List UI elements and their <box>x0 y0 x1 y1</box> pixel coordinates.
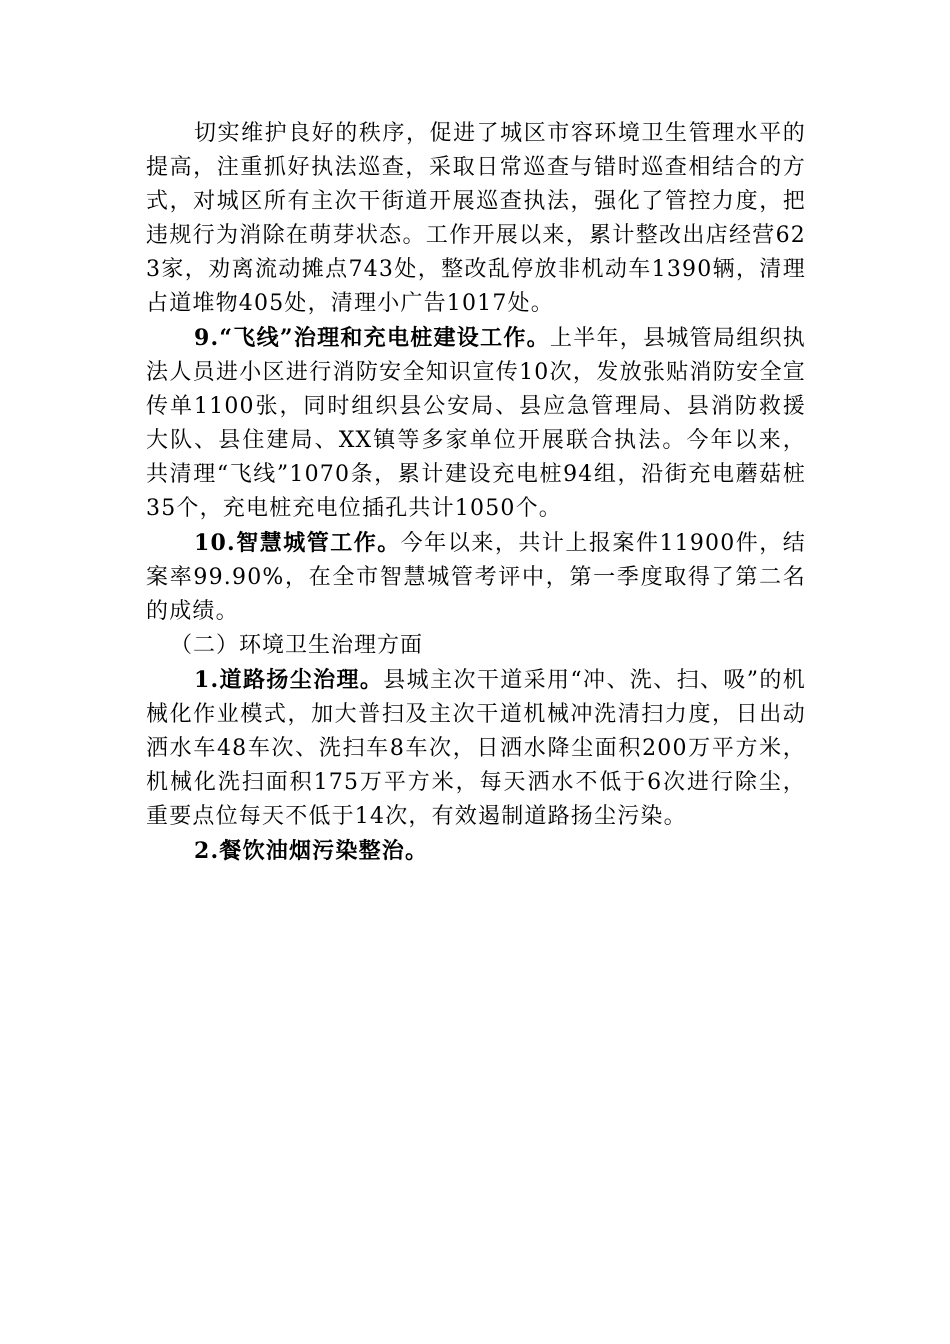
document-body <box>146 116 806 869</box>
paragraph-heading: 1.道路扬尘治理。 <box>194 667 384 693</box>
paragraph-text: 今年以来，共计上报案件11900件，结案率99.90%，在全市智慧城管考评中，第一季度取得了第二名的成绩。 <box>146 531 806 624</box>
paragraph-order-maintenance <box>146 116 806 321</box>
paragraph-flying-wire-charging <box>146 321 806 526</box>
paragraph-smart-city-management <box>146 526 806 629</box>
paragraph-text: 县城主次干道采用“冲、洗、扫、吸”的机械化作业模式，加大普扫及主次干道机械冲洗清扫力度，日出动洒水车48车次、洗扫车8车次，日洒水降尘面积200万平方米，机械化洗扫面积175万平方米，每天洒水不低于6次进行除尘，重要点位每天不低于14次，有效遏制道路扬尘污染。 <box>146 668 806 829</box>
paragraph-heading: 2.餐饮油烟污染整治。 <box>194 838 429 864</box>
paragraph-heading: 10.智慧城管工作。 <box>194 530 401 556</box>
paragraph-text: 切实维护良好的秩序，促进了城区市容环境卫生管理水平的提高，注重抓好执法巡查，采取日常巡查与错时巡查相结合的方式，对城区所有主次干街道开展巡查执法，强化了管控力度，把违规行为消除在萌芽状态。工作开展以来，累计整改出店经营623家，劝离流动摊点743处，整改乱停放非机动车1390辆，清理占道堆物405处，清理小广告1017处。 <box>146 121 806 316</box>
paragraph-heading: 9.“飞线”治理和充电桩建设工作。 <box>194 325 550 351</box>
paragraph-road-dust <box>146 663 806 834</box>
subsection-title: （二）环境卫生治理方面 <box>170 633 424 658</box>
paragraph-text: 上半年，县城管局组织执法人员进小区进行消防安全知识宣传10次，发放张贴消防安全宣传单1100张，同时组织县公安局、县应急管理局、县消防救援大队、县住建局、XX镇等多家单位开展联合执法。今年以来，共清理“飞线”1070条，累计建设充电桩94组，沿街充电蘑菇桩35个，充电桩充电位插孔共计1050个。 <box>146 326 806 521</box>
paragraph-cooking-fumes <box>146 834 806 869</box>
